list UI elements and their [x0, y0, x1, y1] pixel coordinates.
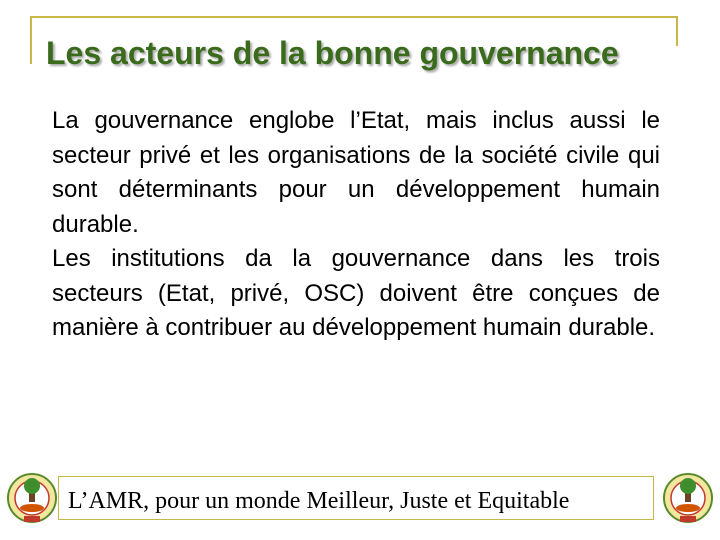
frame-top-border	[30, 16, 678, 18]
slide-title: Les acteurs de la bonne gouvernance	[46, 35, 619, 71]
body-paragraph-1: La gouvernance englobe l’Etat, mais inclus aussi le secteur privé et les organisations de la société civile qui sont déterminants pour un développement humain durable.	[52, 107, 660, 238]
footer-slogan: L’AMR, pour un monde Meilleur, Juste et Equitable	[68, 488, 570, 514]
amr-logo-right-icon	[660, 466, 716, 530]
slide-body	[52, 104, 660, 346]
frame-left-border	[30, 16, 32, 64]
amr-logo-left-icon	[4, 466, 60, 530]
body-paragraph-2: Les institutions da la gouvernance dans les trois secteurs (Etat, privé, OSC) doivent être conçues de manière à contribuer au développement humain durable.	[52, 245, 660, 341]
